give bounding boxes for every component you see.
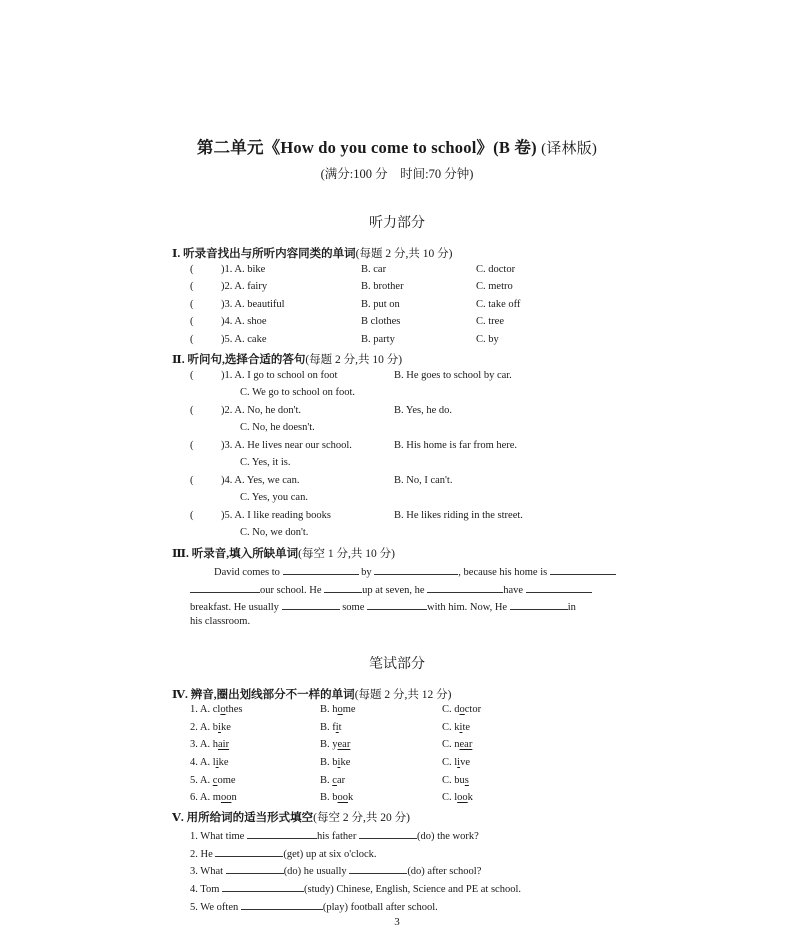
paragraph-text: in [567, 602, 576, 613]
answer-paren[interactable]: ( [190, 264, 194, 275]
option-c: C. Yes, it is. [240, 457, 291, 468]
option-b: B. brother [361, 281, 404, 292]
option-c: C. metro [476, 281, 513, 292]
paragraph-text: some [342, 602, 365, 613]
title-main: 第二单元《How do you come to school》(B 卷) [196, 138, 537, 157]
option-b: B clothes [361, 316, 401, 327]
fill-blank[interactable] [222, 880, 304, 892]
option-b[interactable]: B. home [320, 704, 356, 715]
option-a[interactable]: 1. A. clothes [190, 704, 243, 715]
option-c[interactable]: C. bus [442, 775, 469, 786]
option-c: C. doctor [476, 264, 516, 275]
paragraph-text: our school. He [260, 585, 322, 596]
section-2-heading [172, 351, 402, 367]
fill-blank[interactable] [427, 581, 503, 593]
section-1-note: (每题 2 分,共 10 分) [355, 248, 453, 260]
option-a: )5. A. I like reading books [221, 510, 331, 521]
option-a: )4. A. Yes, we can. [221, 475, 300, 486]
section-1-title: Ⅰ. 听录音找出与所听内容同类的单词 [172, 248, 356, 260]
paragraph-line [214, 563, 616, 578]
option-b[interactable]: B. car [320, 775, 346, 786]
option-c[interactable]: C. look [442, 792, 473, 803]
paragraph-text: have [503, 585, 524, 596]
option-c: C. No, we don't. [240, 527, 309, 538]
section-3-title: Ⅲ. 听录音,填入所缺单词 [172, 548, 299, 560]
section-2-title: Ⅱ. 听问句,选择合适的答句 [172, 354, 306, 366]
answer-paren[interactable]: ( [190, 440, 194, 451]
fill-blank[interactable] [374, 563, 458, 575]
fill-blank[interactable] [367, 598, 427, 610]
option-a: )2. A. No, he don't. [221, 405, 302, 416]
option-b[interactable]: B. year [320, 739, 351, 750]
list-item: )3. A. beautiful [221, 299, 285, 310]
option-a[interactable]: 3. A. hair [190, 739, 230, 750]
fill-blank[interactable] [526, 581, 592, 593]
option-c: C. No, he doesn't. [240, 422, 315, 433]
list-item: )5. A. cake [221, 334, 267, 345]
page-number: 3 [394, 916, 400, 928]
section-4-title: Ⅳ. 辨音,圈出划线部分不一样的单词 [172, 689, 355, 701]
paragraph-text: by [361, 567, 372, 578]
option-a[interactable]: 6. A. moon [190, 792, 237, 803]
option-c: C. take off [476, 299, 521, 310]
section-1-heading [172, 245, 452, 261]
option-b[interactable]: B. fit [320, 722, 342, 733]
part-heading-writing: 笔试部分 [369, 657, 425, 672]
page-title [0, 134, 794, 158]
option-c: C. tree [476, 316, 504, 327]
option-b[interactable]: B. book [320, 792, 354, 803]
option-c[interactable]: C. kite [442, 722, 471, 733]
fill-blank[interactable] [349, 862, 407, 874]
option-c[interactable]: C. near [442, 739, 473, 750]
option-c: C. Yes, you can. [240, 492, 308, 503]
option-c[interactable]: C. doctor [442, 704, 482, 715]
score-time-line: (满分:100 分 时间:70 分钟) [320, 167, 474, 181]
fill-blank[interactable] [247, 827, 317, 839]
answer-paren[interactable]: ( [190, 405, 194, 416]
section-4-note: (每题 2 分,共 12 分) [354, 689, 452, 701]
option-b: B. He goes to school by car. [394, 370, 512, 381]
option-b: B. No, I can't. [394, 475, 453, 486]
option-a: )1. A. I go to school on foot [221, 370, 338, 381]
answer-paren[interactable]: ( [190, 334, 194, 345]
option-a[interactable]: 2. A. bike [190, 722, 231, 733]
fill-blank[interactable] [226, 862, 284, 874]
section-5-title: Ⅴ. 用所给词的适当形式填空 [172, 812, 314, 824]
section-3-note: (每空 1 分,共 10 分) [298, 548, 395, 560]
section-4-heading [172, 686, 451, 702]
answer-paren[interactable]: ( [190, 370, 194, 381]
answer-paren[interactable]: ( [190, 281, 194, 292]
option-a: )3. A. He lives near our school. [221, 440, 352, 451]
option-b: B. party [361, 334, 395, 345]
paragraph-text: up at seven, he [362, 585, 425, 596]
part-heading-listening: 听力部分 [369, 216, 425, 231]
paragraph-text: breakfast. He usually [190, 602, 279, 613]
option-c: C. We go to school on foot. [240, 387, 356, 398]
answer-paren[interactable]: ( [190, 475, 194, 486]
answer-paren[interactable]: ( [190, 299, 194, 310]
section-5-heading [172, 809, 410, 825]
section-3-heading [172, 545, 395, 561]
option-c: C. by [476, 334, 499, 345]
fill-blank[interactable] [241, 898, 323, 910]
section-5-note: (每空 2 分,共 20 分) [313, 812, 410, 824]
answer-paren[interactable]: ( [190, 316, 194, 327]
list-item: 3. What (do) he usually (do) after school? [190, 862, 481, 877]
list-item: 5. We often (play) football after school. [190, 898, 438, 913]
title-edition: (译林版) [541, 141, 598, 157]
fill-blank[interactable] [283, 563, 359, 575]
fill-blank[interactable] [550, 563, 616, 575]
list-item: 1. What time his father (do) the work? [190, 827, 479, 842]
paragraph-text: , because his home is [458, 567, 548, 578]
paragraph-text: with him. Now, He [426, 602, 508, 613]
option-a[interactable]: 5. A. come [190, 775, 236, 786]
fill-blank[interactable] [359, 827, 417, 839]
option-c[interactable]: C. live [442, 757, 471, 768]
fill-blank[interactable] [282, 598, 340, 610]
list-item: )2. A. fairy [221, 281, 268, 292]
paragraph-line [190, 581, 592, 596]
paragraph-line [190, 598, 576, 613]
list-item: )1. A. bike [221, 264, 266, 275]
option-b: B. His home is far from here. [394, 440, 518, 451]
fill-blank[interactable] [215, 845, 283, 857]
fill-blank[interactable] [510, 598, 568, 610]
list-item: 2. He (get) up at six o'clock. [190, 845, 377, 860]
option-b: B. car [361, 264, 387, 275]
list-item: )4. A. shoe [221, 316, 267, 327]
option-b[interactable]: B. bike [320, 757, 351, 768]
option-a[interactable]: 4. A. like [190, 757, 229, 768]
option-b: B. put on [361, 299, 400, 310]
section-2-note: (每题 2 分,共 10 分) [305, 354, 403, 366]
paragraph-line: his classroom. [190, 616, 251, 627]
fill-blank[interactable] [324, 581, 362, 593]
option-b: B. He likes riding in the street. [394, 510, 523, 521]
fill-blank[interactable] [190, 581, 260, 593]
list-item: 4. Tom (study) Chinese, English, Science and PE at school. [190, 880, 521, 895]
paragraph-text: David comes to [214, 567, 280, 578]
option-b: B. Yes, he do. [394, 405, 453, 416]
answer-paren[interactable]: ( [190, 510, 194, 521]
